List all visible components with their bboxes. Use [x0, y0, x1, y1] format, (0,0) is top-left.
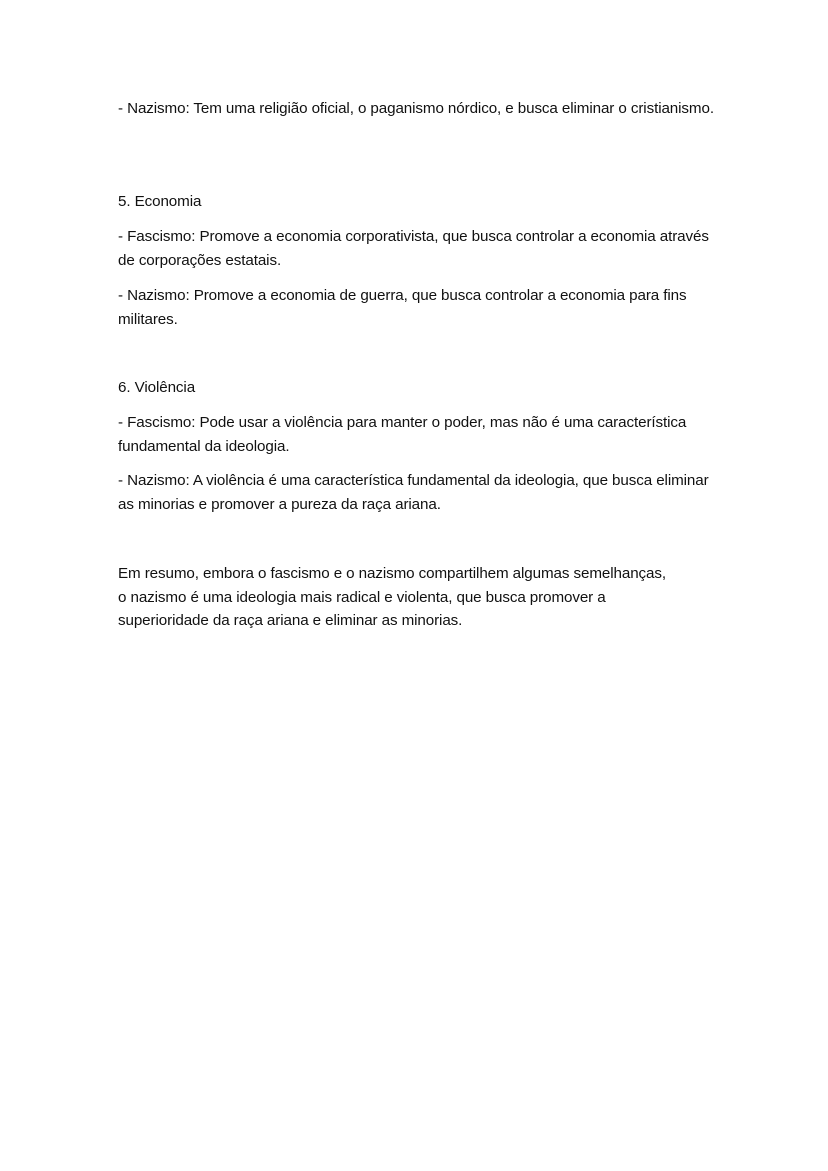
- violence-fascism-item: - Fascismo: Pode usar a violência para manter o poder, mas não é uma característica fundamental da ideologia.: [118, 414, 687, 455]
- economy-nazism-item: - Nazismo: Promove a economia de guerra, que busca controlar a economia para fins militares.: [118, 287, 687, 328]
- section-heading-violence: 6. Violência: [118, 379, 196, 396]
- violence-nazism-item: - Nazismo: A violência é uma característica fundamental da ideologia, que busca eliminar as minorias e promover a pureza da raça ariana.: [118, 472, 709, 513]
- religion-nazism-item: - Nazismo: Tem uma religião oficial, o paganismo nórdico, e busca eliminar o cristianismo.: [118, 100, 714, 117]
- conclusion-paragraph: Em resumo, embora o fascismo e o nazismo compartilhem algumas semelhanças, o nazismo é uma ideologia mais radical e violenta, que busca promover a superioridade da raça ariana e eliminar as minorias.: [118, 565, 667, 629]
- section-heading-economy: 5. Economia: [118, 193, 202, 210]
- economy-fascism-item: - Fascismo: Promove a economia corporativista, que busca controlar a economia através de corporações estatais.: [118, 228, 709, 269]
